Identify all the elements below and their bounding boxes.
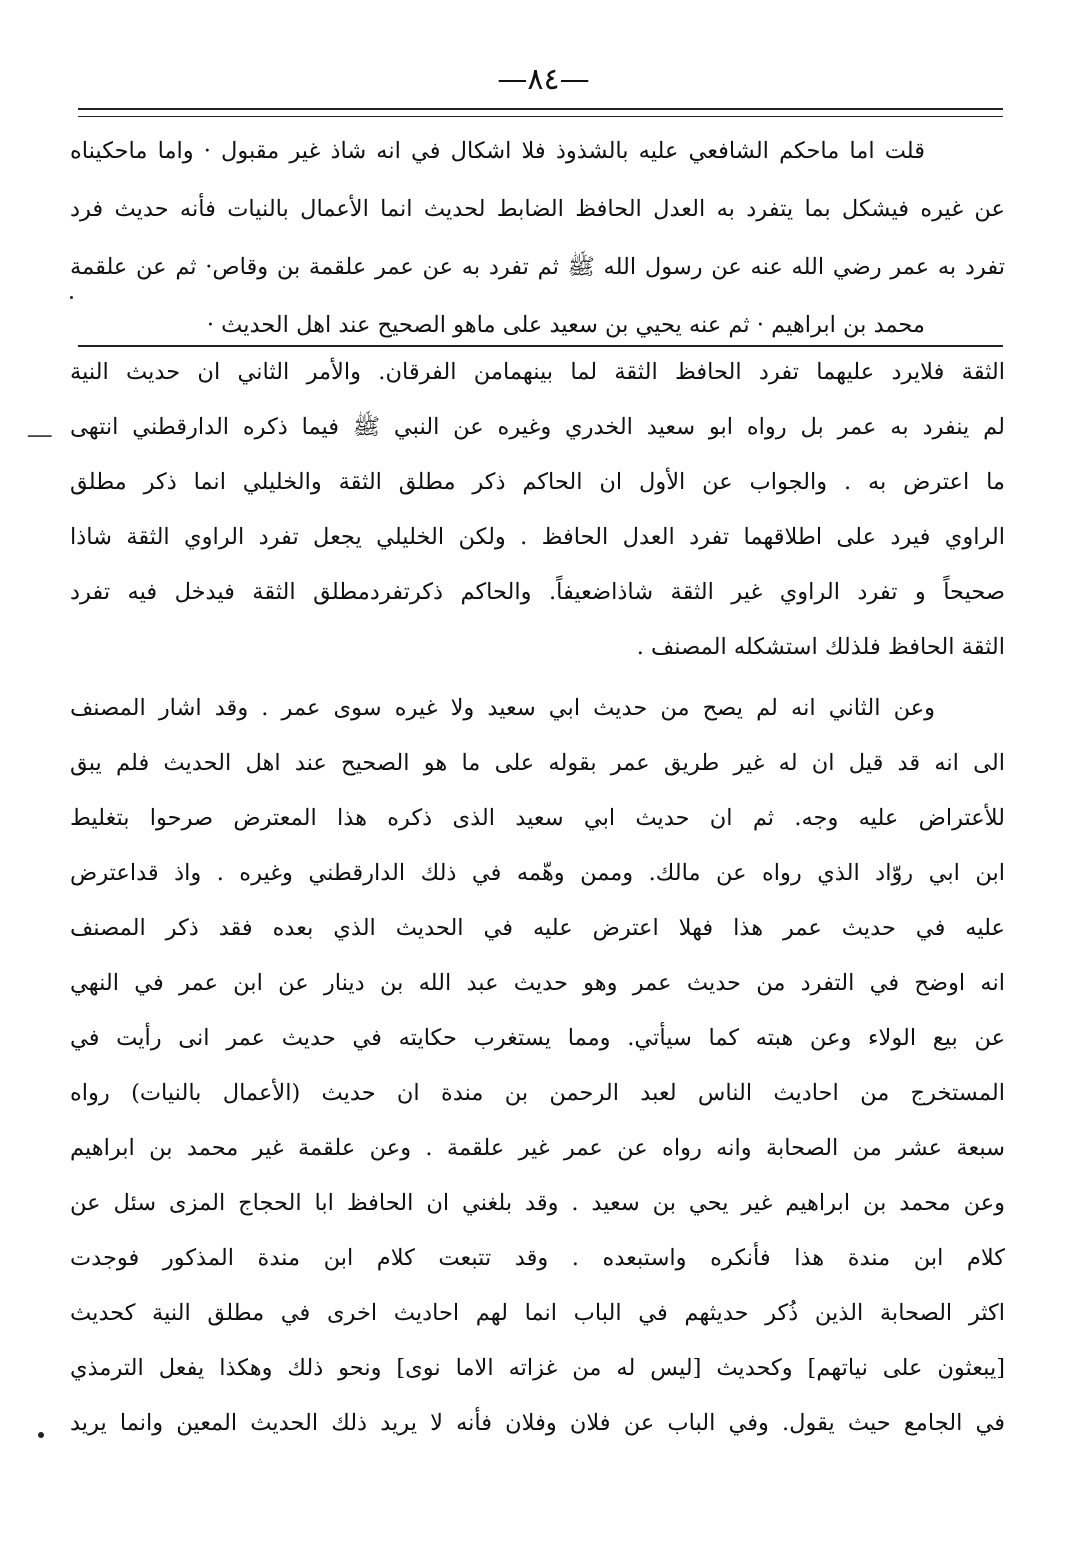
body-line: الثقة فلايرد عليهما تفرد الحافظ الثقة لما بينهمامن الفرقان. والأمر الثاني ان حديث النية [70,359,1005,385]
body-line: عن بيع الولاء وعن هبته كما سيأتي. ومما يستغرب حكايته في حديث عمر انى رأيت في [70,1025,1005,1051]
body-line: ابن ابي روّاد الذي رواه عن مالك. وممن وهّمه في ذلك الدارقطني وغيره . واذ قداعترض [70,860,1005,886]
body-line: سبعة عشر من الصحابة وانه رواه عن عمر غير علقمة . وعن علقمة غير محمد بن ابراهيم [70,1135,1005,1161]
body-line: ما اعترض به . والجواب عن الأول ان الحاكم ذكر مطلق الثقة والخليلي انما ذكر مطلق [70,469,1005,495]
body-line: في الجامع حيث يقول. وفي الباب عن فلان وفلان فأنه لا يريد ذلك الحديث المعين وانما يريد [70,1410,1005,1436]
body-line: عليه في حديث عمر هذا فهلا اعترض عليه في الحديث الذي بعده فقد ذكر المصنف [70,915,1005,941]
scan-speck [38,1432,44,1438]
body-line: للأعتراض عليه وجه. ثم ان حديث ابي سعيد الذى ذكره هذا المعترض صرحوا بتغليط [70,805,1005,831]
body-line: اكثر الصحابة الذين ذُكر حديثهم في الباب انما لهم احاديث اخرى في مطلق النية كحديث [70,1300,1005,1326]
body-line: الثقة الحافظ فلذلك استشكله المصنف . [636,634,1005,660]
body-line: صحيحاً و تفرد الراوي غير الثقة شاذاضعيفاً. والحاكم ذكرتفردمطلق الثقة فيدخل فيه تفرد [70,579,1005,605]
body-line: [يبعثون على نياتهم] وكحديث [ليس له من غزاته الاما نوى] ونحو ذلك وهكذا يفعل الترمذي [70,1355,1005,1381]
header-double-rule [78,108,1003,117]
page-number: —٨٤— [497,62,590,97]
quote-line: قلت اما ماحكم الشافعي عليه بالشذوذ فلا اشكال في انه شاذ غير مقبول · واما ماحكيناه [70,138,925,164]
body-line: لم ينفرد به عمر بل رواه ابو سعيد الخدري وغيره عن النبي ﷺ فيما ذكره الدارقطني انتهى [70,414,1005,440]
body-line: الراوي فيرد على اطلاقهما تفرد العدل الحافظ . ولكن الخليلي يجعل تفرد الراوي الثقة شاذا [70,524,1005,550]
quoted-text-block [70,122,1005,354]
scan-speck [70,296,73,299]
quote-line: تفرد به عمر رضي الله عنه عن رسول الله ﷺ ثم تفرد به عن عمر علقمة بن وقاص· ثم عن علقمة [70,254,1005,280]
commentary-text-block [70,345,1005,1451]
body-line: وعن الثاني انه لم يصح من حديث ابي سعيد ولا غيره سوى عمر . وقد اشار المصنف [70,695,935,721]
body-line: الى انه قد قيل ان له غير طريق عمر بقوله على ما هو الصحيح عند اهل الحديث فلم يبق [70,750,1005,776]
quote-line: محمد بن ابراهيم · ثم عنه يحيي بن سعيد على ماهو الصحيح عند اهل الحديث · [206,312,925,338]
body-line: المستخرج من احاديث الناس لعبد الرحمن بن مندة ان حديث (الأعمال بالنيات) رواه [70,1080,1005,1106]
margin-mark: ــــ [28,418,52,442]
body-line: كلام ابن مندة هذا فأنكره واستبعده . وقد تتبعت كلام ابن مندة المذكور فوجدت [70,1245,1005,1271]
quote-line: عن غيره فيشكل بما يتفرد به العدل الحافظ الضابط لحديث انما الأعمال بالنيات فأنه حديث فرد [70,196,1005,222]
body-line: انه اوضح في التفرد من حديث عمر وهو حديث عبد الله بن دينار عن ابن عمر في النهي [70,970,1005,996]
body-line: وعن محمد بن ابراهيم غير يحي بن سعيد . وقد بلغني ان الحافظ ابا الحجاج المزى سئل عن [70,1190,1005,1216]
